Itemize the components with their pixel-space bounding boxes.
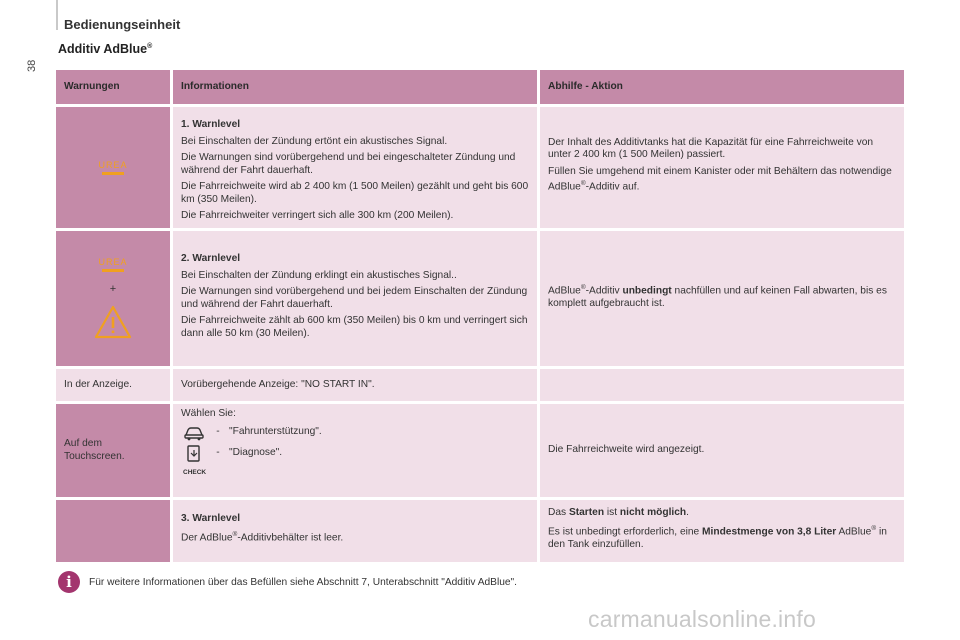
table-row-level-1: [56, 107, 904, 228]
row5-remedy-1: [548, 507, 896, 520]
row5-remedy-2: [548, 523, 896, 551]
row1-level: 1. Warnlevel: [181, 119, 241, 130]
row5-remedy-1c: ist: [604, 506, 620, 518]
option-driving-assistance: [181, 425, 529, 441]
reg-mark: ®: [232, 531, 238, 539]
header-remedy: Abhilfe - Aktion: [540, 70, 904, 104]
urea-icon-label: UREA: [98, 160, 128, 170]
row5-remedy-2d: in den Tank einzufüllen.: [548, 526, 887, 550]
row1-remedy-1: Der Inhalt des Additivtanks hat die Kapazität für eine Fahrreichweite von unter 2 400 km (1 500 Meilen) passiert.: [548, 136, 874, 161]
row1-info-3: Die Fahrreichweite wird ab 2 400 km (1 500 Meilen) gezählt und geht bis 600 km (350 Meilen).: [181, 181, 529, 205]
row2-level: 2. Warnlevel: [181, 253, 241, 264]
page-number: 38: [26, 59, 38, 72]
urea-warning-icon: [98, 257, 127, 272]
row1-info-4: Die Fahrreichweiter verringert sich alle 300 km (200 Meilen).: [181, 210, 454, 221]
row5-remedy-1b: Starten: [568, 506, 605, 518]
row5-level: 3. Warnlevel: [181, 512, 241, 524]
option-driving-assistance-label: "Fahrunterstützung".: [229, 426, 322, 438]
table-row-touchscreen: [56, 404, 904, 497]
row3-information-cell: [173, 369, 537, 401]
row3-info: Vorübergehende Anzeige: "NO START IN".: [181, 378, 375, 390]
row1-info-2: Die Warnungen sind vorübergehend und bei eingeschalteter Zündung und während der Fahrt dauerhaft.: [181, 152, 516, 176]
header-information: Informationen: [173, 70, 537, 104]
table-header-row: [56, 70, 904, 104]
row2-info-3: Die Fahrreichweite zählt ab 600 km (350 Meilen) bis 0 km und verringert sich dann alle 50 km (30 Meilen).: [181, 315, 528, 339]
warning-table: [56, 70, 904, 565]
option-diagnosis-label: "Diagnose".: [229, 447, 283, 459]
urea-icon-bar: [102, 269, 124, 272]
reg-mark: ®: [871, 525, 877, 533]
reg-mark: ®: [580, 180, 586, 188]
row3-warning: In der Anzeige.: [64, 378, 132, 390]
car-icon: [181, 425, 207, 441]
info-note-text: Für weitere Informationen über das Befüllen siehe Abschnitt 7, Unterabschnitt "Additiv AdBlue".: [89, 576, 517, 588]
row3-warning-cell: [56, 369, 170, 401]
option-dash: -: [216, 447, 220, 459]
row1-remedy-cell: [540, 107, 904, 228]
row5-remedy-2c: AdBlue: [836, 526, 872, 538]
row5-info-b: -Additivbehälter ist leer.: [237, 532, 344, 544]
reg-mark: ®: [580, 284, 586, 292]
info-note: [58, 571, 517, 593]
section-header: Bedienungseinheit: [64, 17, 181, 32]
warning-triangle-icon: [93, 304, 133, 340]
row4-remedy-cell: [540, 404, 904, 497]
watermark: carmanualsonline.info: [588, 606, 816, 632]
row5-info-a: Der AdBlue: [181, 532, 233, 544]
row2-info-1: Bei Einschalten der Zündung erklingt ein akustisches Signal..: [181, 269, 457, 281]
row3-remedy-cell: [540, 369, 904, 401]
row1-information-cell: [173, 107, 537, 228]
row5-remedy-2a: Es ist unbedingt erforderlich, eine: [548, 526, 703, 538]
diagnosis-icon: [181, 445, 207, 463]
page-title-text: Additiv AdBlue: [58, 42, 148, 56]
option-dash: -: [216, 426, 220, 438]
row4-intro: Wählen Sie:: [181, 408, 236, 419]
row2-remedy: [548, 282, 896, 310]
urea-warning-icon: [98, 160, 127, 175]
row2-warning-cell: [56, 231, 170, 366]
row2-remedy-b: -Additiv: [585, 285, 623, 297]
row5-info: [181, 529, 529, 545]
row5-remedy-1d: nicht möglich: [619, 506, 687, 518]
row5-remedy-cell: [540, 500, 904, 562]
row2-info-2: Die Warnungen sind vorübergehend und bei jedem Einschalten der Zündung und während der Fahrt dauerhaft.: [181, 286, 528, 310]
row2-remedy-c: nachfüllen und auf keinen Fall abwarten, bis es komplett aufgebraucht ist.: [548, 285, 887, 310]
row1-warning-cell: [56, 107, 170, 228]
plus-sign: +: [109, 283, 117, 296]
row5-remedy-2b: Mindestmenge von 3,8 Liter: [702, 526, 837, 538]
row4-information-cell: [173, 404, 537, 497]
row1-info-1: Bei Einschalten der Zündung ertönt ein akustisches Signal.: [181, 135, 448, 147]
option-diagnosis: [181, 445, 529, 463]
table-row-display: [56, 369, 904, 401]
row5-information-cell: [173, 500, 537, 562]
row5-remedy-1a: Das: [548, 506, 569, 518]
check-label: CHECK: [183, 468, 207, 476]
row2-information-cell: [173, 231, 537, 366]
info-icon: i: [58, 571, 80, 593]
row1-remedy-2-tail: -Additiv auf.: [585, 181, 640, 193]
urea-icon-label: UREA: [98, 257, 128, 268]
header-divider: [56, 0, 58, 30]
page-title: [58, 42, 152, 56]
header-warnings: Warnungen: [56, 70, 170, 104]
row4-remedy: Die Fahrreichweite wird angezeigt.: [548, 444, 705, 456]
row1-remedy-2-text: Füllen Sie umgehend mit einem Kanister oder mit Behältern das notwendige AdBlue: [548, 165, 892, 193]
row1-remedy-2: [548, 166, 896, 194]
table-row-level-3: [56, 500, 904, 562]
row2-remedy-cell: [540, 231, 904, 366]
row4-warning-cell: [56, 404, 170, 497]
row5-warning-cell: [56, 500, 170, 562]
table-row-level-2: [56, 231, 904, 366]
page-title-reg: ®: [147, 42, 153, 50]
row4-warning: Auf dem Touchscreen.: [64, 438, 125, 462]
row2-remedy-bold: unbedingt: [622, 285, 672, 297]
urea-icon-bar: [102, 172, 124, 175]
row5-remedy-1e: .: [686, 506, 689, 518]
row2-remedy-a: AdBlue: [548, 285, 581, 297]
